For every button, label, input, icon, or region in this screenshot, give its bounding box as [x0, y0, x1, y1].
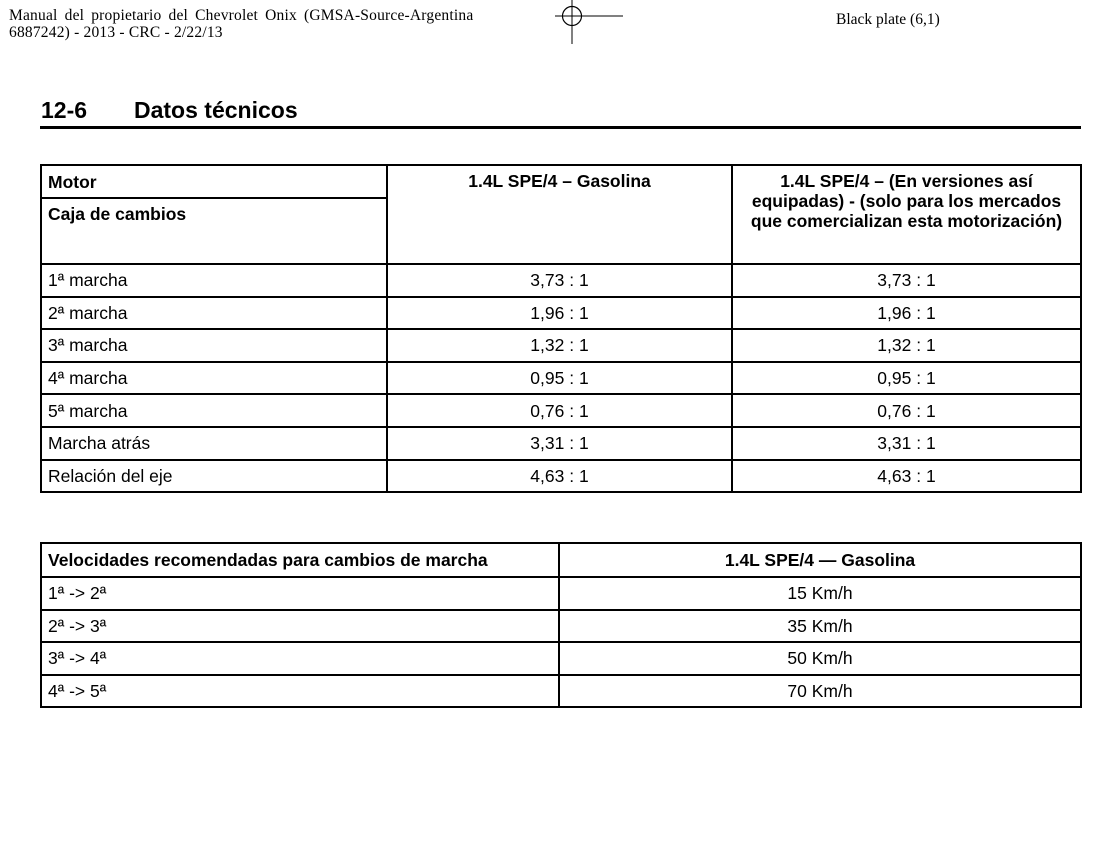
row-value-gasolina: 0,95 : 1: [387, 362, 732, 395]
table-row: [41, 264, 1081, 297]
table-row: [41, 610, 1081, 643]
row-value-optional: 1,32 : 1: [732, 329, 1081, 362]
table-row: [41, 460, 1081, 493]
row-value-speed: 50 Km/h: [559, 642, 1081, 675]
table-row: [41, 675, 1081, 708]
row-value-gasolina: 3,31 : 1: [387, 427, 732, 460]
header-motor: Motor: [41, 165, 387, 198]
row-label: 1ª -> 2ª: [41, 577, 559, 610]
column-header-shift: Velocidades recomendadas para cambios de marcha: [41, 543, 559, 577]
row-value-speed: 35 Km/h: [559, 610, 1081, 643]
row-label: Marcha atrás: [41, 427, 387, 460]
column-header-optional-version: 1.4L SPE/4 – (En versiones así equipadas) - (solo para los mercados que comercializan esta motorización): [732, 165, 1081, 264]
row-value-gasolina: 4,63 : 1: [387, 460, 732, 493]
table-row: [41, 427, 1081, 460]
row-label: 4ª marcha: [41, 362, 387, 395]
row-label: 2ª -> 3ª: [41, 610, 559, 643]
row-value-gasolina: 3,73 : 1: [387, 264, 732, 297]
header-gearbox: Caja de cambios: [41, 198, 387, 264]
document-info-line-2: 6887242) - 2013 - CRC - 2/22/13: [9, 24, 223, 41]
row-label: 2ª marcha: [41, 297, 387, 330]
row-value-speed: 70 Km/h: [559, 675, 1081, 708]
document-info: [9, 7, 473, 41]
table-row: [41, 362, 1081, 395]
section-title: Datos técnicos: [134, 97, 298, 123]
table-row: [41, 577, 1081, 610]
table-row: [41, 329, 1081, 362]
document-info-line-1: Manual del propietario del Chevrolet Onix (GMSA-Source-Argentina: [9, 7, 474, 24]
table-row: [41, 297, 1081, 330]
column-header-gasolina: 1.4L SPE/4 — Gasolina: [559, 543, 1081, 577]
row-value-gasolina: 1,32 : 1: [387, 329, 732, 362]
row-label: 3ª -> 4ª: [41, 642, 559, 675]
row-value-optional: 0,76 : 1: [732, 394, 1081, 427]
page-title: [41, 97, 298, 124]
row-value-optional: 1,96 : 1: [732, 297, 1081, 330]
plate-label: Black plate (6,1): [836, 11, 940, 28]
row-label: 3ª marcha: [41, 329, 387, 362]
row-value-gasolina: 1,96 : 1: [387, 297, 732, 330]
heading-rule: [40, 126, 1081, 129]
row-value-optional: 3,73 : 1: [732, 264, 1081, 297]
table-row: [41, 394, 1081, 427]
gear-ratio-table: [40, 164, 1082, 493]
row-value-gasolina: 0,76 : 1: [387, 394, 732, 427]
row-label: 1ª marcha: [41, 264, 387, 297]
row-label: 4ª -> 5ª: [41, 675, 559, 708]
row-label: 5ª marcha: [41, 394, 387, 427]
row-value-optional: 0,95 : 1: [732, 362, 1081, 395]
row-value-optional: 4,63 : 1: [732, 460, 1081, 493]
row-label: Relación del eje: [41, 460, 387, 493]
row-value-optional: 3,31 : 1: [732, 427, 1081, 460]
section-number: 12-6: [41, 97, 88, 123]
registration-mark-icon: [555, 0, 627, 44]
row-value-speed: 15 Km/h: [559, 577, 1081, 610]
column-header-gasolina: 1.4L SPE/4 – Gasolina: [387, 165, 732, 264]
table-row: [41, 642, 1081, 675]
shift-speed-table: [40, 542, 1082, 708]
